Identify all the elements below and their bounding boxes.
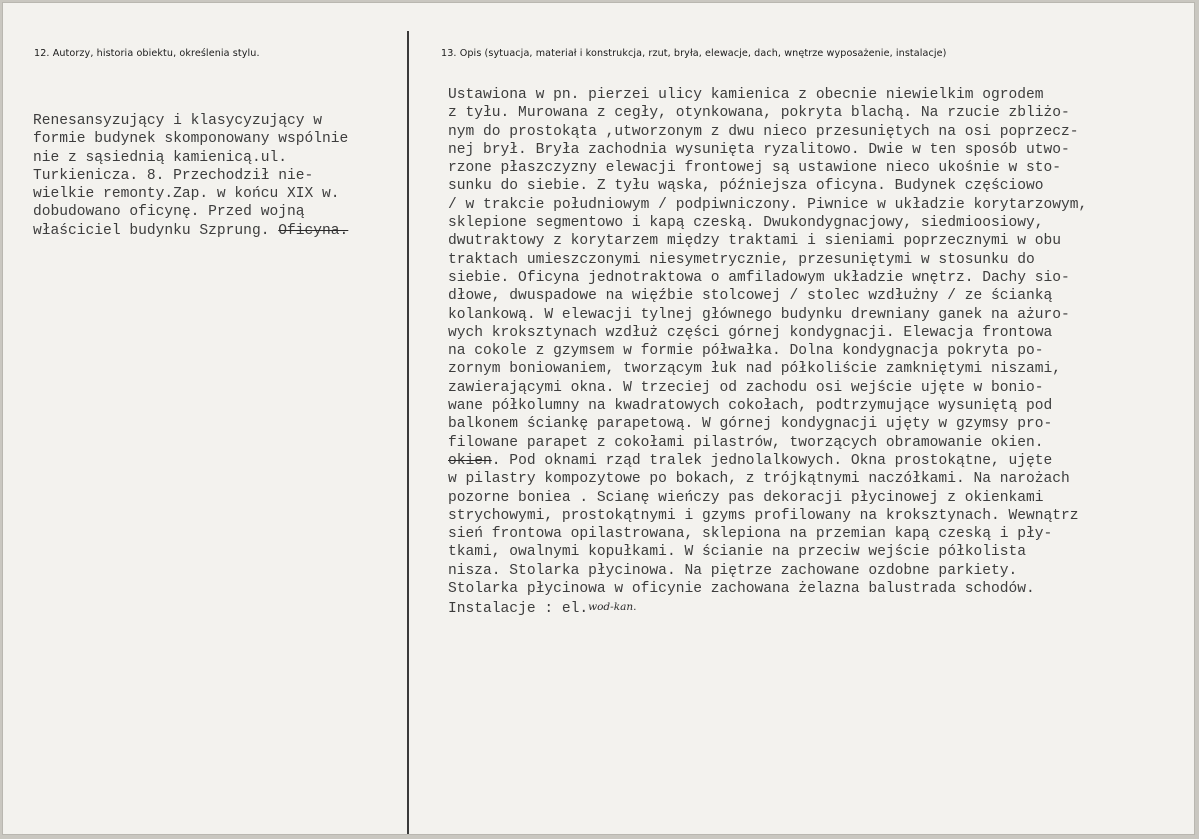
right-line: zawierającymi okna. W trzeciej od zachodu osi wejście ujęte w bonio- <box>448 379 1044 396</box>
right-line: balkonem ściankę parapetową. W górnej kondygnacji ujęty w gzymsy pro- <box>448 416 1053 433</box>
right-line: kolankową. W elewacji tylnej głównego budynku drewniany ganek na ażuro- <box>448 306 1070 323</box>
right-line: wych kroksztynach wzdłuż części górnej kondygnacji. Elewacja frontowa <box>448 324 1053 341</box>
right-line: nisza. Stolarka płycinowa. Na piętrze zachowane ozdobne parkiety. <box>448 562 1018 579</box>
right-line: . Pod oknami rząd tralek jednolalkowych. Okna prostokątne, ujęte <box>491 452 1053 469</box>
right-line: filowane parapet z cokołami pilastrów, tworzących obramowanie okien. <box>448 434 1044 451</box>
left-line: właściciel budynku Szprung. <box>33 222 270 239</box>
section-13-header: 13. Opis (sytuacja, materiał i konstrukcja, rzut, bryła, elewacje, dach, wnętrze wyposażenie, instalacje) <box>441 48 947 59</box>
right-line: dwutraktowy z korytarzem między traktami i sieniami poprzecznymi w obu <box>448 233 1062 250</box>
right-line: tkami, owalnymi kopułkami. W ścianie na przeciw wejście półkolista <box>448 544 1027 561</box>
right-line: na cokole z gzymsem w formie półwałka. Dolna kondygnacja pokryta po- <box>448 343 1044 360</box>
right-line: sień frontowa opilastrowana, sklepiona na przemian kapą czeską i pły- <box>448 526 1053 543</box>
right-line: dłowe, dwuspadowe na więźbie stolcowej / stolec wzdłużny / ze ścianką <box>448 288 1053 305</box>
right-line: pozorne boniea . Scianę wieńczy pas dekoracji płycinowej z okienkami <box>448 489 1044 506</box>
right-line: siebie. Oficyna jednotraktowa o amfiladowym układzie wnętrz. Dachy sio- <box>448 269 1070 286</box>
left-line: formie budynek skomponowany wspólnie <box>33 131 349 148</box>
right-line: / w trakcie południowym / podpiwniczony. Piwnice w układzie korytarzowym, <box>448 196 1088 213</box>
right-line: w pilastry kompozytowe po bokach, z trójkątnymi naczółkami. Na narożach <box>448 471 1070 488</box>
right-line: strychowymi, prostokątnymi i gzyms profilowany na kroksztynach. Wewnątrz <box>448 507 1079 524</box>
right-line: sunku do siebie. Z tyłu wąska, późniejsza oficyna. Budynek częściowo <box>448 178 1044 195</box>
handwritten-note: wod-kan. <box>588 601 637 614</box>
left-line: nie z sąsiednią kamienicą.ul. <box>33 149 287 166</box>
left-line: dobudowano oficynę. Przed wojną <box>33 204 305 221</box>
installations-line <box>448 598 1087 618</box>
struck-word: okien <box>448 452 492 469</box>
section-12-header: 12. Autorzy, historia obiektu, określenia stylu. <box>34 48 260 59</box>
left-line: wielkie remonty.Zap. w końcu XIX w. <box>33 186 340 203</box>
right-line: z tyłu. Murowana z cegły, otynkowana, pokryta blachą. Na rzucie zbliżo- <box>448 105 1070 122</box>
inventory-card <box>2 2 1195 835</box>
right-line: rzone płaszczyzny elewacji frontowej są ustawione nieco ukośnie w sto- <box>448 160 1062 177</box>
right-line: nym do prostokąta ,utworzonym z dwu nieco przesuniętych na osi poprzecz- <box>448 123 1079 140</box>
installations-label: Instalacje : el. <box>448 601 589 618</box>
struck-word: Oficyna. <box>278 222 349 239</box>
right-line: traktach umieszczonymi niesymetrycznie, przesuniętymi w stosunku do <box>448 251 1035 268</box>
right-line: zornym boniowaniem, tworzącym łuk nad półkoliście zamkniętymi niszami, <box>448 361 1062 378</box>
left-line: Turkienicza. 8. Przechodził nie- <box>33 167 314 184</box>
description-text <box>448 86 1087 619</box>
right-line-struck <box>448 452 1087 470</box>
left-line: Renesansyzujący i klasycyzujący w <box>33 113 323 129</box>
right-line: sklepione segmentowo i kapą czeską. Dwukondygnacjowy, siedmioosiowy, <box>448 215 1044 232</box>
right-line: wane półkolumny na kwadratowych cokołach, podtrzymujące wysuniętą pod <box>448 398 1053 415</box>
authors-history-text <box>33 112 348 240</box>
left-line-last <box>33 222 348 240</box>
right-line: Stolarka płycinowa w oficynie zachowana żelazna balustrada schodów. <box>448 581 1035 598</box>
column-divider <box>407 31 409 835</box>
right-line: nej brył. Bryła zachodnia wysunięta ryzalitowo. Dwie w ten sposób utwo- <box>448 141 1070 158</box>
right-line: Ustawiona w pn. pierzei ulicy kamienica z obecnie niewielkim ogrodem <box>448 87 1044 103</box>
